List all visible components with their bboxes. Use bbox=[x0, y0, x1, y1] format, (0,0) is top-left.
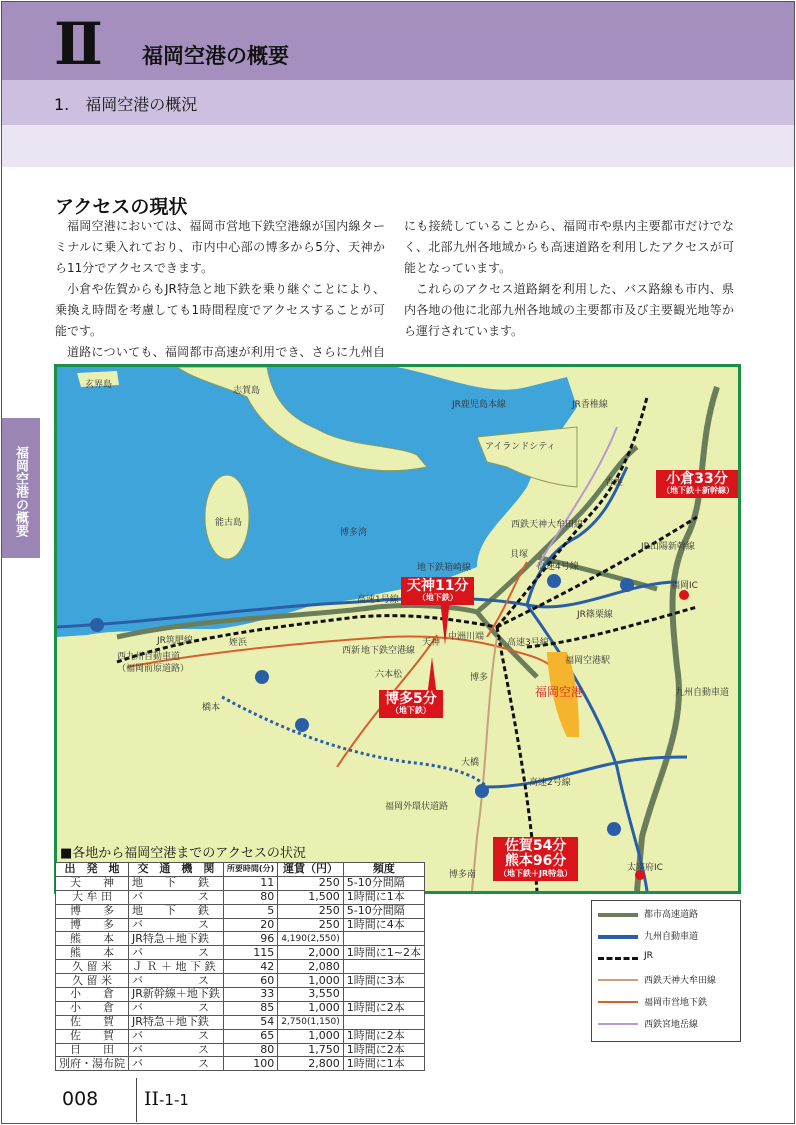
col-header: 交 通 機 関 bbox=[129, 863, 224, 877]
tag-kokura: 小倉33分 （地下鉄＋新幹線） bbox=[656, 470, 738, 498]
place-hakata: 博多 bbox=[470, 673, 489, 683]
line-chikuhi: JR筑肥線 bbox=[157, 636, 193, 646]
legend-label: 西鉄宮地岳線 bbox=[644, 1020, 699, 1030]
table-cell: 熊 本 bbox=[56, 932, 129, 946]
legend-swatch bbox=[598, 935, 638, 939]
chapter-header bbox=[2, 2, 794, 80]
place-roppon: 六本松 bbox=[375, 670, 403, 680]
table-cell: 博 多 bbox=[56, 904, 129, 918]
line-sanyo: JR山陽新幹線 bbox=[641, 542, 695, 552]
section-heading: アクセスの現状 bbox=[55, 196, 188, 218]
side-tab bbox=[2, 418, 40, 558]
line-kyushu-exp: 九州自動車道 bbox=[675, 688, 730, 698]
place-hashimoto: 橋本 bbox=[202, 703, 221, 713]
legend-label: 都市高速道路 bbox=[644, 910, 699, 920]
table-cell: バ ス bbox=[129, 1029, 224, 1043]
table-cell bbox=[343, 988, 424, 1002]
paragraph: にも接続していることから、福岡市や県内主要都市だけでなく、北部九州各地域からも高速道路を利用したアクセスが可能となっています。 bbox=[404, 219, 734, 275]
road-shield bbox=[255, 670, 269, 684]
table-row bbox=[56, 988, 425, 1002]
road-shield bbox=[620, 578, 634, 592]
subsection-title: 1. 福岡空港の概況 bbox=[54, 95, 198, 114]
table-cell: 33 bbox=[223, 988, 277, 1002]
table-cell: 1時間に1~2本 bbox=[343, 946, 424, 960]
table-cell: 2,000 bbox=[278, 946, 344, 960]
line-kashii: JR香椎線 bbox=[572, 400, 608, 410]
tag-hakata: 博多5分 （地下鉄） bbox=[379, 690, 443, 718]
legend-label: 福岡市営地下鉄 bbox=[644, 998, 708, 1008]
table-row bbox=[56, 876, 425, 890]
place-genkai: 玄界島 bbox=[85, 380, 113, 390]
table-cell: バ ス bbox=[129, 1043, 224, 1057]
footer-divider bbox=[136, 1078, 137, 1122]
table-cell: 久 留 米 bbox=[56, 974, 129, 988]
table-cell: 250 bbox=[278, 918, 344, 932]
table-cell: 250 bbox=[278, 904, 344, 918]
body-column-left bbox=[55, 216, 385, 384]
line-kosoku4: 高速4号線 bbox=[537, 562, 579, 572]
table-cell: バ ス bbox=[129, 1001, 224, 1015]
line-nishi-kyudai: 西九州自動車道 bbox=[117, 652, 181, 662]
table-cell: 小 倉 bbox=[56, 1001, 129, 1015]
table-cell: JR新幹線＋地下鉄 bbox=[129, 988, 224, 1002]
table-cell: 熊 本 bbox=[56, 946, 129, 960]
kyushu-expressway-line bbox=[637, 387, 717, 891]
chapter-title: 福岡空港の概要 bbox=[142, 44, 289, 68]
table-cell: 佐 賀 bbox=[56, 1015, 129, 1029]
table-cell: Ｊ Ｒ ＋ 地 下 鉄 bbox=[129, 960, 224, 974]
table-cell: 11 bbox=[223, 876, 277, 890]
table-cell: JR特急＋地下鉄 bbox=[129, 1015, 224, 1029]
table-row bbox=[56, 904, 425, 918]
table-row bbox=[56, 974, 425, 988]
table-cell: 博 多 bbox=[56, 918, 129, 932]
table-cell: 2,750(1,150) bbox=[278, 1015, 344, 1029]
table-cell: 2,800 bbox=[278, 1057, 344, 1071]
table-cell: 42 bbox=[223, 960, 277, 974]
table-row bbox=[56, 932, 425, 946]
table-cell: 80 bbox=[223, 1043, 277, 1057]
table-header-row bbox=[56, 863, 425, 877]
table-cell: 1時間に1本 bbox=[343, 1057, 424, 1071]
table-cell: バ ス bbox=[129, 918, 224, 932]
table-cell: 1,750 bbox=[278, 1043, 344, 1057]
table-row bbox=[56, 946, 425, 960]
road-shield bbox=[90, 618, 104, 632]
road-shield bbox=[607, 822, 621, 836]
road-shield bbox=[295, 718, 309, 732]
table-cell: 地 下 鉄 bbox=[129, 876, 224, 890]
table-row bbox=[56, 918, 425, 932]
legend-label: 九州自動車道 bbox=[644, 932, 699, 942]
line-kuko: 地下鉄空港線 bbox=[361, 646, 416, 656]
legend-swatch bbox=[598, 913, 638, 917]
col-header: 頻度 bbox=[343, 863, 424, 877]
tag-tenjin: 天神11分 （地下鉄） bbox=[401, 577, 474, 605]
table-cell bbox=[343, 932, 424, 946]
place-airport: 福岡空港 bbox=[535, 685, 584, 699]
legend-label: 西鉄天神大牟田線 bbox=[644, 976, 717, 986]
table-cell: 5-10分間隔 bbox=[343, 904, 424, 918]
chapter-number: Ⅱ bbox=[54, 10, 99, 78]
table-cell: 久 留 米 bbox=[56, 960, 129, 974]
place-hakatawan: 博多湾 bbox=[340, 528, 368, 538]
legend-swatch bbox=[598, 979, 638, 981]
legend-swatch bbox=[598, 1001, 638, 1003]
table-title: ■各地から福岡空港までのアクセスの状況 bbox=[60, 846, 306, 861]
tag-saga: 佐賀54分 熊本96分 （地下鉄＋JR特急） bbox=[493, 837, 578, 881]
table-cell: 1時間に2本 bbox=[343, 1043, 424, 1057]
place-fukuoka-ic: 福岡IC bbox=[671, 581, 698, 591]
table-row bbox=[56, 1057, 425, 1071]
place-meinohama: 姪浜 bbox=[229, 638, 248, 648]
access-map bbox=[54, 364, 741, 894]
place-dazaifu-ic: 太宰府IC bbox=[627, 863, 663, 873]
col-header: 所要時間(分) bbox=[223, 863, 277, 877]
table-cell: 日 田 bbox=[56, 1043, 129, 1057]
body-column-right bbox=[404, 216, 734, 342]
paragraph: これらのアクセス道路網を利用した、バス路線も市内、県内各地の他に北部九州各地域の主要都市及び主要観光地等から運行されています。 bbox=[404, 282, 734, 338]
table-cell bbox=[343, 1015, 424, 1029]
table-row bbox=[56, 890, 425, 904]
table-cell: 1時間に3本 bbox=[343, 974, 424, 988]
place-nokono: 能古島 bbox=[215, 518, 243, 528]
table-cell: 天 神 bbox=[56, 876, 129, 890]
table-cell: バ ス bbox=[129, 974, 224, 988]
table-cell: 100 bbox=[223, 1057, 277, 1071]
table-cell: JR特急＋地下鉄 bbox=[129, 932, 224, 946]
road-shield bbox=[475, 784, 489, 798]
table-cell: 3,550 bbox=[278, 988, 344, 1002]
line-tenjin-omuta: 西鉄天神大牟田線 bbox=[511, 520, 584, 530]
place-ohashi: 大橋 bbox=[461, 758, 480, 768]
side-tab-label: 福岡空港の概要 bbox=[13, 446, 28, 537]
table-cell: 1時間に2本 bbox=[343, 1029, 424, 1043]
table-row bbox=[56, 1043, 425, 1057]
table-cell: 115 bbox=[223, 946, 277, 960]
table-cell: バ ス bbox=[129, 1057, 224, 1071]
table-cell: 地 下 鉄 bbox=[129, 904, 224, 918]
table-cell: 1,000 bbox=[278, 1029, 344, 1043]
place-kaizuka: 貝塚 bbox=[510, 550, 529, 560]
ic-marker bbox=[679, 590, 689, 600]
place-tenjin: 天神 bbox=[422, 638, 441, 648]
table-cell: 5-10分間隔 bbox=[343, 876, 424, 890]
table-cell: バ ス bbox=[129, 890, 224, 904]
legend-swatch bbox=[598, 957, 638, 960]
table-cell: バ ス bbox=[129, 946, 224, 960]
paragraph: 小倉や佐賀からもJR特急と地下鉄を乗り継ぐことにより、乗換え時間を考慮しても1時間程度でアクセスすることが可能です。 bbox=[55, 282, 385, 338]
table-cell: 85 bbox=[223, 1001, 277, 1015]
legend-label: JR bbox=[644, 951, 653, 961]
label-hakozaki: 地下鉄箱崎線 bbox=[417, 563, 472, 573]
access-table bbox=[55, 862, 425, 1071]
line-kosoku3: 高速3号線 bbox=[507, 638, 549, 648]
table-row bbox=[56, 1001, 425, 1015]
place-hakata-minami: 博多南 bbox=[449, 870, 477, 880]
table-cell: 1時間に1本 bbox=[343, 890, 424, 904]
table-cell: 20 bbox=[223, 918, 277, 932]
table-cell: 1,500 bbox=[278, 890, 344, 904]
paragraph: 道路についても、福岡都市高速が利用でき、さらに九州自 bbox=[67, 345, 385, 359]
table-cell: 60 bbox=[223, 974, 277, 988]
place-shika: 志賀島 bbox=[233, 386, 261, 396]
table-cell: 65 bbox=[223, 1029, 277, 1043]
place-nakasu: 中洲川端 bbox=[448, 632, 485, 642]
table-cell: 54 bbox=[223, 1015, 277, 1029]
table-cell: 別府・湯布院 bbox=[56, 1057, 129, 1071]
table-cell: 1時間に4本 bbox=[343, 918, 424, 932]
map-drawing bbox=[57, 367, 738, 891]
section-code-roman: II bbox=[144, 1088, 160, 1110]
line-gaikan: 福岡外環状道路 bbox=[385, 802, 449, 812]
table-row bbox=[56, 1029, 425, 1043]
paragraph: 福岡空港においては、福岡市営地下鉄空港線が国内線ターミナルに乗入れており、市内中心部の博多から5分、天神から11分でアクセスできます。 bbox=[55, 219, 385, 275]
table-cell: 1,000 bbox=[278, 974, 344, 988]
road-shield bbox=[547, 574, 561, 588]
table-cell: 5 bbox=[223, 904, 277, 918]
table-cell: 大 牟 田 bbox=[56, 890, 129, 904]
line-kosoku2: 高速2号線 bbox=[529, 778, 571, 788]
place-nishishin: 西新 bbox=[342, 646, 361, 656]
col-header: 運賃（円） bbox=[278, 863, 344, 877]
table-cell: 1時間に2本 bbox=[343, 1001, 424, 1015]
place-island-city: アイランドシティ bbox=[485, 442, 556, 452]
table-cell bbox=[343, 960, 424, 974]
table-cell: 小 倉 bbox=[56, 988, 129, 1002]
line-kagoshima: JR鹿児島本線 bbox=[452, 400, 506, 410]
section-code bbox=[144, 1088, 189, 1110]
place-kashii: 香椎 bbox=[605, 478, 624, 488]
table-cell: 96 bbox=[223, 932, 277, 946]
col-header: 出 発 地 bbox=[56, 863, 129, 877]
section-code-number: -1-1 bbox=[159, 1091, 189, 1109]
place-station: 福岡空港駅 bbox=[565, 656, 611, 666]
table-cell: 1,000 bbox=[278, 1001, 344, 1015]
subsection-header bbox=[2, 80, 794, 125]
table-row bbox=[56, 960, 425, 974]
map-legend bbox=[591, 900, 741, 1042]
header-band bbox=[2, 125, 794, 167]
table-cell: 4,190(2,550) bbox=[278, 932, 344, 946]
line-kosoku1: 高速1号線 bbox=[357, 595, 399, 605]
table-row bbox=[56, 1015, 425, 1029]
line-nishi-kyudai-sub: （福岡前原道路） bbox=[117, 664, 190, 674]
legend-swatch bbox=[598, 1023, 638, 1025]
table-cell: 佐 賀 bbox=[56, 1029, 129, 1043]
table-cell: 80 bbox=[223, 890, 277, 904]
table-cell: 250 bbox=[278, 876, 344, 890]
line-sasaguri: JR篠栗線 bbox=[577, 610, 613, 620]
page-number: 008 bbox=[62, 1088, 99, 1110]
table-cell: 2,080 bbox=[278, 960, 344, 974]
